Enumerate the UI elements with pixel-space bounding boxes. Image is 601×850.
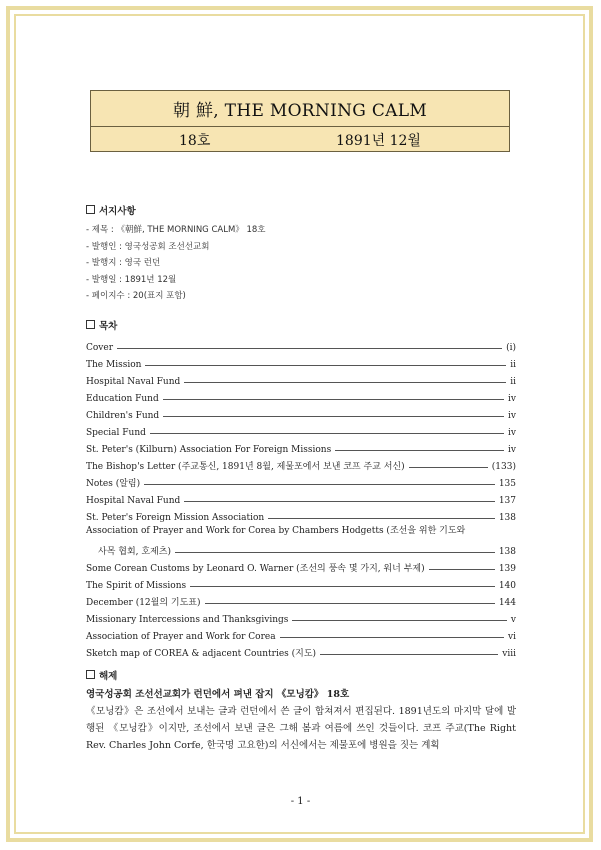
- toc-entry: December (12월의 기도표) 144: [86, 598, 516, 608]
- issue-number: 18호: [179, 132, 211, 149]
- checkbox-square-icon: [86, 320, 95, 329]
- toc-entry-wrapped-line1: Association of Prayer and Work for Corea by Chambers Hodgetts (조선을 위한 기도와: [86, 526, 466, 536]
- biblio-line: - 발행인 : 영국성공회 조선선교회: [86, 241, 210, 252]
- toc-entry: Sketch map of COREA & adjacent Countries (지도) viii: [86, 649, 516, 659]
- issue-date: 1891년 12월: [336, 132, 421, 149]
- toc-entry: The Spirit of Missions 140: [86, 581, 516, 591]
- toc-entry: Education Fund iv: [86, 394, 516, 404]
- biblio-line: - 제목 : 《朝鮮, THE MORNING CALM》 18호: [86, 225, 266, 235]
- toc-entry: Notes (알림) 135: [86, 479, 516, 489]
- issue-row: [91, 127, 509, 152]
- toc-entry: St. Peter's Foreign Mission Association 138: [86, 513, 516, 523]
- biblio-list: [86, 222, 266, 305]
- haeje-section: [86, 686, 516, 754]
- toc-heading: 목차: [86, 318, 117, 332]
- toc-entry: Hospital Naval Fund ii: [86, 377, 516, 387]
- toc-entry: Children's Fund iv: [86, 411, 516, 421]
- toc-entry: Special Fund iv: [86, 428, 516, 438]
- checkbox-square-icon: [86, 670, 95, 679]
- haeje-body: 《모닝캄》은 조선에서 보내는 글과 런던에서 쓴 글이 합쳐져서 편집된다. 1891년도의 마지막 달에 발행된 《모닝캄》이지만, 조선에서 보낸 글은 그해 봄과 여름에 쓰인 것들이다. 코프 주교(The Right Rev. Charles John Corfe, 한국명 고요한)의 서신에서는 제물포에 병원을 짓는 계획: [86, 706, 516, 751]
- page-number: - 1 -: [290, 796, 311, 807]
- toc-entry: Some Corean Customs by Leonard O. Warner (조선의 풍속 몇 가지, 워너 부제) 139: [86, 564, 516, 574]
- toc-entry: The Mission ii: [86, 360, 516, 370]
- biblio-line: - 발행일 : 1891년 12월: [86, 274, 177, 285]
- toc-entry: Association of Prayer and Work for Corea vi: [86, 632, 516, 642]
- haeje-subtitle: 영국성공회 조선선교회가 런던에서 펴낸 잡지 《모닝캄》 18호: [86, 689, 350, 700]
- biblio-heading: 서지사항: [86, 203, 136, 217]
- document-title: 朝 鮮, THE MORNING CALM: [91, 91, 509, 127]
- biblio-line: - 페이지수 : 20(표지 포함): [86, 291, 186, 301]
- toc-entry: St. Peter's (Kilburn) Association For Foreign Missions iv: [86, 445, 516, 455]
- toc-entry: Cover (i): [86, 343, 516, 353]
- title-box: [90, 90, 510, 152]
- toc-entry: The Bishop's Letter (주교통신, 1891년 8월, 제물포에서 보낸 코프 주교 서신) (133): [86, 462, 516, 472]
- table-of-contents: [86, 336, 516, 659]
- haeje-heading: 해제: [86, 668, 117, 682]
- toc-entry: Missionary Intercessions and Thanksgivings v: [86, 615, 516, 625]
- toc-entry-wrapped-line2: 사목 협회, 호제츠) 138: [98, 547, 516, 557]
- checkbox-square-icon: [86, 205, 95, 214]
- toc-entry: Hospital Naval Fund 137: [86, 496, 516, 506]
- biblio-line: - 발행지 : 영국 런던: [86, 258, 161, 268]
